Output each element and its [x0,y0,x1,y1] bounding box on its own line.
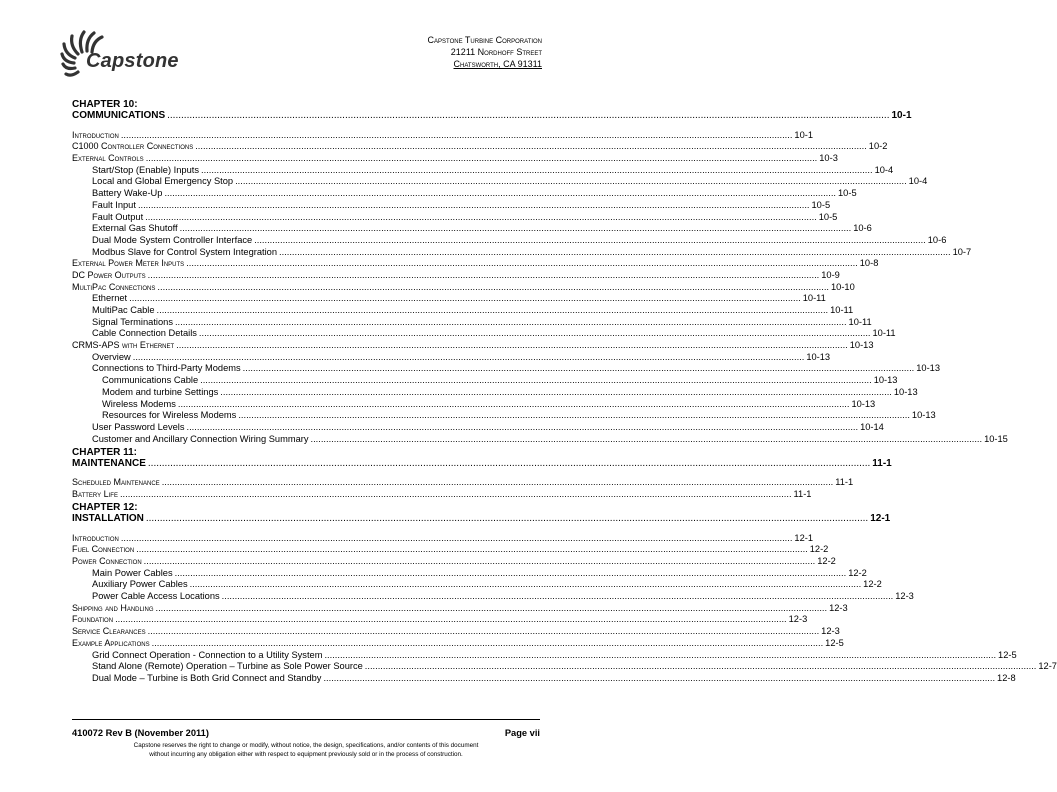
toc-entry[interactable] [72,672,1016,684]
dot-leader: .................................................................................................................................................................................................................................................................... [174,567,847,578]
toc-entry[interactable] [72,410,936,422]
toc-chapter-heading[interactable] [72,99,912,121]
toc-entry[interactable] [72,176,928,188]
dot-leader: .................................................................................................................................................................................................................................................................... [179,223,852,234]
toc-entry-page: 12-8 [997,672,1016,683]
toc-entry[interactable] [72,421,884,433]
toc-entry[interactable] [72,614,808,626]
toc-entry-title: Signal Terminations [92,316,173,327]
toc-entry-title: MultiPac Cable [92,305,155,315]
dot-leader: .................................................................................................................................................................................................................................................................... [157,281,829,292]
toc-entry-title: Modem and turbine Settings [102,386,219,397]
toc-entry[interactable] [72,433,1008,445]
toc-entry-page: 10-5 [811,199,831,210]
dot-leader: .................................................................................................................................................................................................................................................................... [119,488,792,499]
toc-entry-page: 10-13 [849,340,874,351]
toc-entry-title: Introduction [72,129,119,140]
toc-entry-title: External Power Meter Inputs [72,258,185,269]
dot-leader: .................................................................................................................................................................................................................................................................... [254,234,926,245]
toc-entry-title: CHAPTER 11: MAINTENANCE [72,446,146,469]
dot-leader: .................................................................................................................................................................................................................................................................... [164,188,837,199]
toc-entry[interactable] [72,555,836,567]
toc-entry[interactable] [72,281,855,293]
toc-entry-page: 10-13 [851,398,876,409]
toc-entry-title: Dual Mode System Controller Interface [92,234,253,245]
toc-entry[interactable] [72,293,826,305]
dot-leader: .................................................................................................................................................................................................................................................................... [279,246,951,257]
toc-entry-page: 12-3 [829,602,848,613]
toc-entry-title: External Gas Shutoff [92,223,178,234]
toc-entry-page: 11-1 [793,488,812,499]
toc-entry-page: 10-11 [848,316,872,327]
toc-entry-page: 10-11 [802,293,826,304]
toc-entry-page: 10-5 [838,188,857,199]
toc-entry-title: Fuel Connection [72,544,135,555]
document-id: 410072 Rev B (November 2011) [72,728,209,738]
toc-entry-title: Fault Output [92,211,144,222]
disclaimer-line-1: Capstone reserves the right to change or modify, without notice, the design, specifications, and/or contents of this document [133,742,479,749]
logo-wordmark: Capstone [86,50,179,72]
dot-leader: .................................................................................................................................................................................................................................................................... [186,258,858,269]
toc-entry-page: 12-5 [825,637,844,648]
dot-leader: .................................................................................................................................................................................................................................................................... [145,211,817,222]
toc-entry-title: User Password Levels [92,421,185,432]
toc-entry-page: 12-3 [788,614,808,625]
toc-entry-title: MultiPac Connections [72,281,156,292]
toc-entry-title: Main Power Cables [92,567,173,578]
corp-street: 21211 Nordhoff Street [450,47,542,57]
dot-leader: .................................................................................................................................................................................................................................................................... [174,316,847,327]
toc-entry[interactable] [72,637,844,649]
capstone-logo [62,30,182,80]
corp-name: Capstone Turbine Corporation [427,35,542,45]
toc-entry-page: 12-1 [794,532,814,543]
dot-leader: .................................................................................................................................................................................................................................................................... [145,153,818,164]
toc-entry-page: 10-13 [916,363,941,374]
toc-entry[interactable] [72,488,812,500]
toc-entry[interactable] [72,316,872,328]
toc-entry-title: Communications Cable [102,375,199,386]
dot-leader: .................................................................................................................................................................................................................................................................... [115,614,787,625]
toc-entry-page: 10-5 [818,211,838,222]
toc-entry-page: 12-3 [821,626,840,637]
toc-entry-title: Shipping and Handling [72,602,154,613]
toc-entry-page: 10-8 [859,258,879,269]
toc-entry-page: 12-2 [863,579,882,590]
page-footer [72,719,540,759]
toc-entry[interactable] [72,223,872,235]
toc-entry-page: 10-11 [830,305,854,315]
toc-entry-page: 10-10 [830,281,855,292]
dot-leader: .................................................................................................................................................................................................................................................................... [147,626,820,637]
toc-entry-page: 10-14 [860,421,884,432]
toc-entry-title: Grid Connect Operation - Connection to a Utility System [92,649,323,660]
toc-entry-page: 10-11 [872,328,896,339]
toc-entry[interactable] [72,164,894,176]
toc-entry-page: 10-1 [794,129,814,140]
toc-entry-page: 10-6 [927,234,947,245]
dot-leader: .................................................................................................................................................................................................................................................................... [147,269,820,280]
toc-entry-page: 10-6 [853,223,872,234]
toc-entry[interactable] [72,661,1057,673]
dot-leader: .................................................................................................................................................................................................................................................................... [310,433,983,444]
dot-leader: .................................................................................................................................................................................................................................................................... [186,421,859,432]
toc-entry[interactable] [72,199,831,211]
toc-entry[interactable] [72,269,840,281]
dot-leader: .................................................................................................................................................................................................................................................................... [147,457,871,469]
toc-entry-title: Example Applications [72,637,150,648]
toc-entry-title: Stand Alone (Remote) Operation – Turbine as Sole Power Source [92,661,363,672]
dot-leader: .................................................................................................................................................................................................................................................................... [176,340,848,351]
toc-entry-page: 11-1 [872,457,892,469]
dot-leader: .................................................................................................................................................................................................................................................................... [200,164,873,175]
dot-leader: .................................................................................................................................................................................................................................................................... [238,410,910,421]
dot-leader: .................................................................................................................................................................................................................................................................... [324,649,997,660]
toc-entry[interactable] [72,625,840,637]
dot-leader: .................................................................................................................................................................................................................................................................... [242,363,915,374]
toc-entry[interactable] [72,590,914,602]
toc-chapter-heading[interactable] [72,446,892,469]
toc-entry[interactable] [72,398,876,410]
toc-entry[interactable] [72,544,829,556]
toc-entry-page: 10-15 [984,433,1008,444]
dot-leader: .................................................................................................................................................................................................................................................................... [198,328,871,339]
dot-leader: .................................................................................................................................................................................................................................................................... [120,532,793,543]
toc-entry-title: Dual Mode – Turbine is Both Grid Connect and Standby [92,672,322,683]
toc-entry-title: Local and Global Emergency Stop [92,176,234,187]
dot-leader: .................................................................................................................................................................................................................................................................... [156,305,829,315]
toc-entry-title: Power Connection [72,556,142,566]
toc-entry-page: 12-5 [998,649,1017,660]
toc-entry-page: 11-1 [835,477,854,488]
dot-leader: .................................................................................................................................................................................................................................................................... [221,591,894,602]
corporate-address [428,34,542,70]
toc-entry[interactable] [72,152,838,164]
toc-entry-title: External Controls [72,153,144,164]
dot-leader: .................................................................................................................................................................................................................................................................... [129,293,801,304]
toc-entry-title: Fault Input [92,199,136,210]
toc-entry[interactable] [72,129,814,141]
toc-entry-title: Connections to Third-Party Modems [92,363,241,374]
toc-entry-page: 10-13 [911,410,936,421]
dot-leader: .................................................................................................................................................................................................................................................................... [161,477,834,488]
toc-entry[interactable] [72,246,972,258]
table-of-contents [72,99,1057,684]
toc-entry-title: Service Clearances [72,626,146,637]
toc-entry[interactable] [72,649,1017,661]
toc-entry-title: Wireless Modems [102,398,176,409]
toc-entry-title: Scheduled Maintenance [72,477,160,488]
toc-entry[interactable] [72,374,898,386]
toc-entry[interactable] [72,258,879,270]
dot-leader: .................................................................................................................................................................................................................................................................... [143,556,816,566]
toc-entry-page: 10-7 [952,246,972,257]
toc-entry[interactable] [72,579,882,591]
toc-entry-title: C1000 Controller Connections [72,141,194,152]
toc-entry-title: Overview [92,351,131,362]
dot-leader: .................................................................................................................................................................................................................................................................... [136,544,808,555]
toc-entry-title: CRMS-APS with Ethernet [72,340,175,351]
dot-leader: .................................................................................................................................................................................................................................................................... [155,602,828,613]
page-number: Page vii [504,728,540,738]
dot-leader: .................................................................................................................................................................................................................................................................... [177,398,850,409]
toc-entry-page: 12-2 [817,556,836,566]
dot-leader: .................................................................................................................................................................................................................................................................... [151,637,824,648]
toc-entry[interactable] [72,328,896,340]
toc-entry-title: CHAPTER 12: INSTALLATION [72,501,144,524]
toc-entry-title: Foundation [72,614,114,625]
toc-entry[interactable] [72,351,831,363]
dot-leader: .................................................................................................................................................................................................................................................................... [220,386,892,397]
toc-entry-page: 10-13 [873,375,898,386]
toc-entry-title: Ethernet [92,293,128,304]
disclaimer [72,741,540,759]
dot-leader: .................................................................................................................................................................................................................................................................... [195,141,867,152]
toc-entry-title: CHAPTER 10: COMMUNICATIONS [72,99,166,121]
dot-leader: .................................................................................................................................................................................................................................................................... [145,512,869,524]
toc-entry-title: DC Power Outputs [72,269,146,280]
disclaimer-line-2: without incurring any obligation either with respect to equipment previously sold or in the process of construction. [149,751,463,758]
toc-entry-title: Customer and Ancillary Connection Wiring Summary [92,433,309,444]
dot-leader: .................................................................................................................................................................................................................................................................... [137,199,810,210]
toc-entry[interactable] [72,187,857,199]
toc-entry[interactable] [72,211,838,223]
toc-entry-title: Cable Connection Details [92,328,197,339]
toc-entry-title: Modbus Slave for Control System Integration [92,246,277,257]
dot-leader: .................................................................................................................................................................................................................................................................... [189,579,862,590]
toc-entry[interactable] [72,304,854,316]
toc-entry-page: 12-7 [1038,661,1057,672]
toc-entry-page: 10-13 [806,351,831,362]
toc-entry-page: 12-2 [848,567,867,578]
toc-entry[interactable] [72,339,874,351]
toc-entry-page: 10-3 [819,153,838,164]
toc-entry-title: Start/Stop (Enable) Inputs [92,164,199,175]
dot-leader: .................................................................................................................................................................................................................................................................... [167,110,890,121]
toc-entry-page: 10-1 [891,110,912,121]
toc-entry-page: 12-1 [870,512,891,524]
toc-entry-title: Battery Life [72,488,118,499]
toc-entry[interactable] [72,234,947,246]
toc-entry[interactable] [72,477,854,489]
dot-leader: .................................................................................................................................................................................................................................................................... [235,176,907,187]
toc-entry-page: 10-13 [893,386,918,397]
toc-entry-title: Battery Wake-Up [92,188,163,199]
dot-leader: .................................................................................................................................................................................................................................................................... [364,661,1037,672]
toc-entry[interactable] [72,567,867,579]
dot-leader: .................................................................................................................................................................................................................................................................... [120,129,793,140]
toc-entry-page: 10-9 [821,269,840,280]
toc-entry-title: Resources for Wireless Modems [102,410,237,421]
toc-entry-title: Power Cable Access Locations [92,591,220,602]
toc-entry-page: 10-4 [874,164,894,175]
toc-entry-page: 10-2 [868,141,888,152]
dot-leader: .................................................................................................................................................................................................................................................................... [323,672,996,683]
toc-entry[interactable] [72,532,814,544]
corp-city: Chatsworth, CA 91311 [453,59,542,69]
toc-entry[interactable] [72,141,888,153]
toc-entry-page: 10-4 [908,176,928,187]
toc-entry-title: Introduction [72,532,119,543]
toc-entry[interactable] [72,602,848,614]
dot-leader: .................................................................................................................................................................................................................................................................... [200,375,872,386]
dot-leader: .................................................................................................................................................................................................................................................................... [132,351,805,362]
toc-entry-page: 12-3 [895,591,914,602]
toc-entry[interactable] [72,363,941,375]
toc-entry[interactable] [72,386,918,398]
toc-entry-title: Auxiliary Power Cables [92,579,188,590]
toc-entry-page: 12-2 [809,544,829,555]
toc-chapter-heading[interactable] [72,501,891,524]
